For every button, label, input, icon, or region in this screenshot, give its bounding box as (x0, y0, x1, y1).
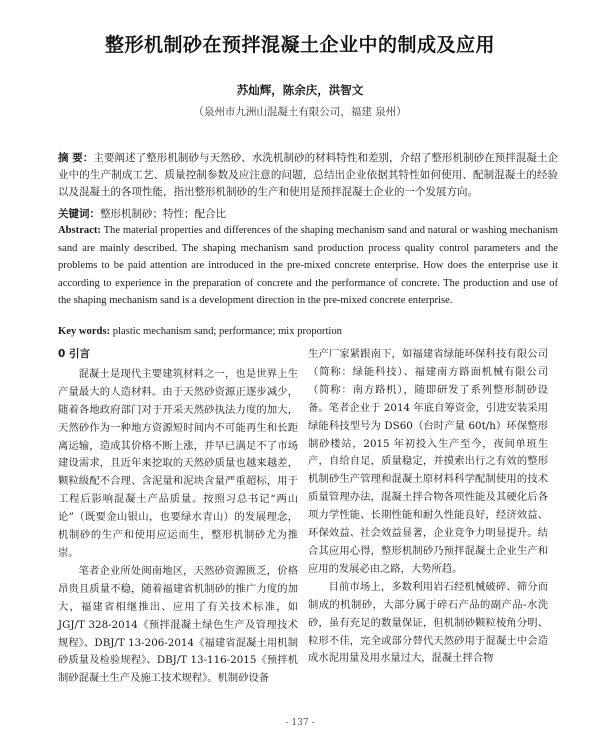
affiliation: （泉州市九洲山混凝土有限公司，福建 泉州） (193, 106, 407, 118)
abstract-en-label: Abstract: (58, 225, 101, 236)
abstract-en (58, 222, 558, 310)
keywords-en-label: Key words: (58, 326, 111, 337)
paper-title: 整形机制砂在预拌混凝土企业中的制成及应用 (104, 34, 495, 56)
body-column-right (308, 346, 548, 668)
section-heading: 0 引言 (58, 348, 90, 360)
author-list: 苏灿辉，陈余庆，洪智文 (236, 83, 364, 97)
keywords-cn (58, 206, 558, 221)
abstract-cn-label: 摘 要： (58, 152, 94, 164)
keywords-en (58, 326, 558, 337)
body-paragraph: 生产厂家紧跟南下，如福建省绿能环保科技有限公司（简称：绿能科技）、福建南方路面机械有限公司（简称：南方路机），随即研发了系列整形制砂设备。笔者企业于 2014 年底自筹资金，引进安装采用绿能科技型号为 DS60（台时产量 60t/h）环保整形制砂楼站，2015 年初投入生产至今，夜间单班生产，自给自足，质量稳定，并摸索出行之有效的整形机制砂生产管理和混凝土原材料科学配制使用的技术质量管理办法，混凝土拌合物各项性能及其硬化后各项力学性能、长期性能和耐久性能良好，经济效益、环保效益、社会效益显著，企业竞争力明显提升。结合其应用心得，整形机制砂乃预拌混凝土企业生产和应用的发展必由之路，大势所趋。 (308, 348, 548, 575)
keywords-cn-label: 关键词： (58, 208, 100, 220)
body-column-left (58, 346, 298, 688)
abstract-cn-text: 主要阐述了整形机制砂与天然砂、水洗机制砂的材料特性和差别，介绍了整形机制砂在预拌混凝土企业中的生产制成工艺、质量控制参数及应注意的问题，总结出企业依据其特性如何使用、配制混凝土的经验以及混凝土的各项性能，指出整形机制砂的生产和使用是预拌混凝土企业的一个发展方向。 (58, 152, 559, 198)
body-paragraph: 混凝土是现代主要建筑材料之一，也是世界上生产量最大的人造材料。由于天然砂资源正逐步减少，随着各地政府部门对于开采天然砂执法力度的加大，天然砂作为一种地方资源短时间内不可能再生和长距离运输，造成其价格不断上涨，并早已满足不了市场建设需求，且近年来挖取的天然砂质量也越来越差，颗粒级配不合理、含泥量和泥块含量严重超标，用于工程后影响混凝土产品质量。按照习总书记“两山论”（既要金山银山，也要绿水青山）的发展理念，机制砂的生产和使用应运而生，整形机制砂尤为推崇。 (58, 367, 298, 559)
abstract-en-text: The material properties and differences of the shaping mechanism sand and natural or washing mechanism sand are mainly described. The shaping mechanism sand production process quality control parameters and the problems to be paid attention are introduced in the pre-mixed concrete enterprise. How does the enterprise use it according to experience in the preparation of concrete and the performance of concrete. The production and use of the shaping mechanism sand is a development direction in the pre-mixed concrete enterprise. (58, 225, 558, 306)
body-paragraph: 笔者企业所处闽南地区，天然砂资源匮乏，价格昂贵且质量不稳，随着福建省机制砂的推广力度的加大，福建省相继推出、应用了有关技术标准，如 JGJ/T 328-2014《预拌混凝土绿色生产及管理技术规程》、DBJ/T 13-206-2014《福建省混凝土用机制砂质量及检验规程》、DBJ/T 13-116-2015《预拌机制砂混凝土生产及施工技术规程》。机制砂设备 (58, 564, 298, 685)
body-paragraph: 目前市场上，多数利用岩石经机械破碎、筛分而制成的机制砂，大部分属于碎石产品的副产品-水洗砂，虽有充足的数量保证，但机制砂颗粒棱角分明、粒形不佳，完全或部分替代天然砂用于混凝土中会造成水泥用量及用水量过大，混凝土拌合物 (308, 580, 548, 665)
abstract-cn (58, 150, 558, 201)
page-number: - 137 - (285, 718, 315, 728)
keywords-en-text: plastic mechanism sand; performance; mix proportion (112, 326, 342, 337)
keywords-cn-text: 整形机制砂；特性；配合比 (100, 208, 226, 220)
